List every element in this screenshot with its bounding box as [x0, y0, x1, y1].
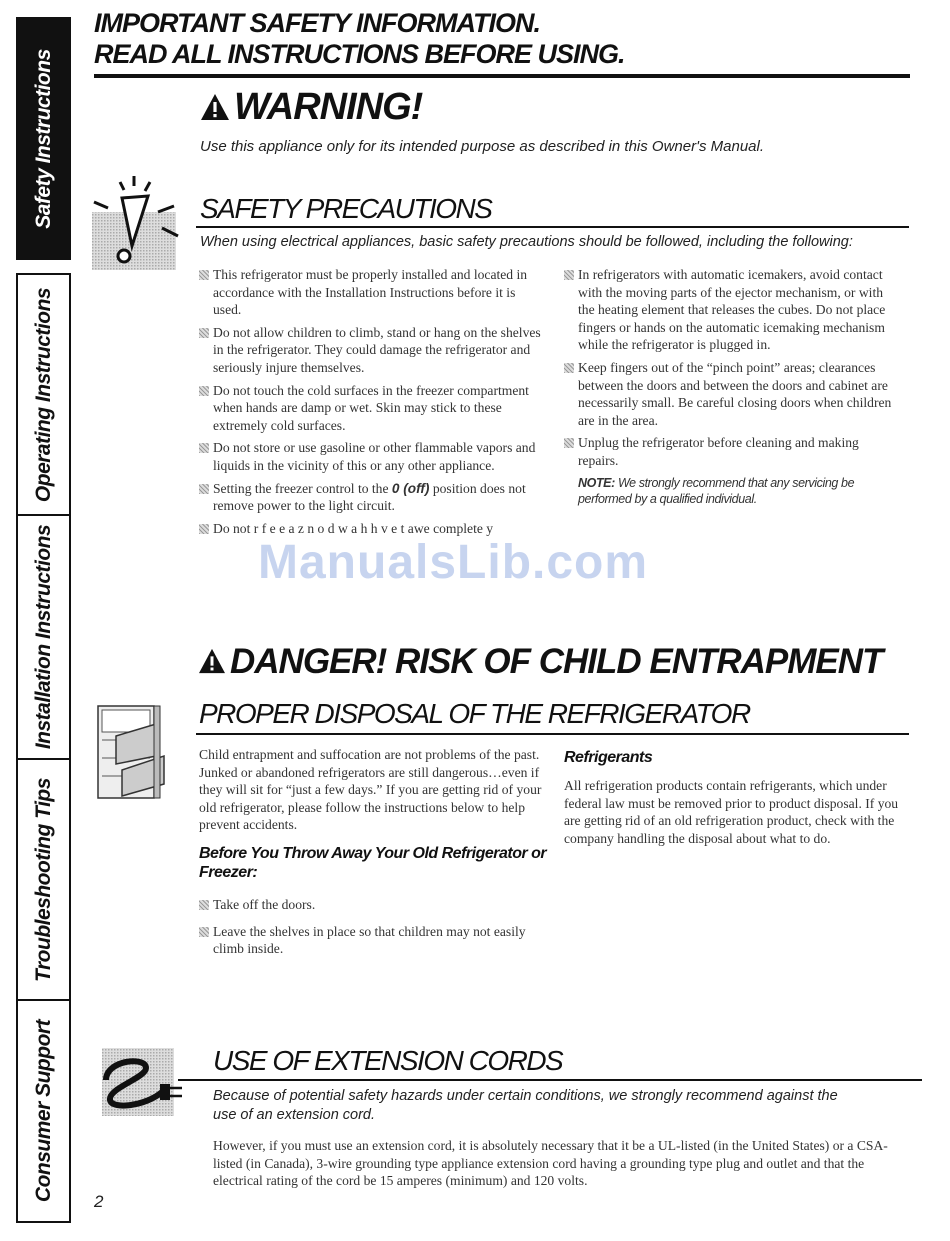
bullet-icon: [199, 270, 209, 280]
warning-subtitle: Use this appliance only for its intended purpose as described in this Owner's Manual.: [200, 138, 765, 155]
danger-title-text: DANGER! RISK OF CHILD ENTRAPMENT: [230, 642, 883, 681]
note-text: We strongly recommend that any servicing be performed by a qualified individual.: [578, 475, 855, 506]
disposal-left-column: [199, 746, 547, 963]
bullet-icon: [564, 270, 574, 280]
page-header: [94, 8, 625, 70]
warning-triangle-icon: [198, 648, 226, 674]
tab-troubleshooting-tips[interactable]: [16, 758, 71, 1001]
bullet-icon: [564, 438, 574, 448]
extension-cord-icon: [96, 1046, 188, 1118]
warning-title-text: WARNING!: [234, 86, 423, 128]
list-item: Do not touch the cold surfaces in the freezer compartment when hands are damp or wet. Skin may stick to these extremely cold surfaces.: [199, 382, 544, 435]
tab-consumer-support[interactable]: [16, 999, 71, 1223]
warning-triangle-icon: [200, 93, 230, 121]
header-rule: [94, 74, 910, 78]
bullet-icon: [199, 900, 209, 910]
list-item: This refrigerator must be properly installed and located in accordance with the Installation Instructions before it is used.: [199, 266, 544, 319]
bullet-icon: [199, 927, 209, 937]
safety-rule: [196, 226, 909, 228]
bullet-icon: [564, 363, 574, 373]
extension-subtitle: Because of potential safety hazards under certain conditions, we strongly recommend against the use of an extension cord.: [213, 1088, 838, 1123]
tab-installation-instructions[interactable]: [16, 514, 71, 760]
safety-precautions-title: SAFETY PRECAUTIONS: [200, 193, 492, 224]
extension-cords-title: USE OF EXTENSION CORDS: [213, 1045, 563, 1076]
tab-label: Consumer Support: [31, 1019, 55, 1203]
alert-exclamation-icon: [86, 172, 184, 272]
tab-label: Safety Instructions: [31, 48, 55, 229]
bullet-icon: [199, 443, 209, 453]
list-item: In refrigerators with automatic icemakers, avoid contact with the moving parts of the ejector mechanism, or with the heating element that releases the cubes. Do not place fingers or hands on the automatic icemaking mechanism while the refrigerator is plugged in.: [564, 266, 902, 354]
refrigerants-column: [564, 748, 906, 852]
list-item: Keep fingers out of the “pinch point” areas; clearances between the doors and between the doors and cabinet are necessarily small. Be careful closing doors when children are in the area.: [564, 359, 902, 429]
list-item: Setting the freezer control to the 0 (off) position does not remove power to the light circuit.: [199, 480, 544, 515]
bullet-icon: [199, 484, 209, 494]
tab-label: Operating Instructions: [31, 287, 55, 502]
extension-rule: [178, 1079, 922, 1081]
tab-safety-instructions[interactable]: [16, 17, 71, 260]
safety-left-column: [199, 266, 544, 542]
list-item: Take off the doors.: [199, 896, 547, 914]
tab-label: Troubleshooting Tips: [31, 777, 55, 982]
safety-right-column: [564, 266, 902, 512]
disposal-title: PROPER DISPOSAL OF THE REFRIGERATOR: [199, 698, 750, 729]
list-item: Do not store or use gasoline or other flammable vapors and liquids in the vicinity of this or any other appliance.: [199, 439, 544, 474]
bullet-icon: [199, 524, 209, 534]
tab-operating-instructions[interactable]: [16, 273, 71, 516]
bullet-icon: [199, 386, 209, 396]
note-label: NOTE:: [578, 475, 615, 490]
refrigerants-text: All refrigeration products contain refrigerants, which under federal law must be removed prior to product disposal. If you are getting rid of an old refrigeration product, check with the company handling the disposal about what to do.: [564, 778, 899, 846]
refrigerator-icon: [92, 700, 194, 802]
danger-title: [198, 642, 882, 682]
page-number: 2: [94, 1192, 104, 1211]
list-item: Do not r f e e a z n o d w a h h v e t awe complete y: [199, 520, 544, 538]
list-item: Unplug the refrigerator before cleaning and making repairs.: [564, 434, 902, 469]
tab-label: Installation Instructions: [31, 524, 55, 750]
safety-subtitle: When using electrical appliances, basic safety precautions should be followed, including the following:: [200, 234, 853, 250]
disposal-rule: [196, 733, 909, 735]
disposal-intro: Child entrapment and suffocation are not problems of the past. Junked or abandoned refrigerators are still dangerous…even if they will sit for “just a few days.” If you are getting rid of your old refrigerator, please follow the instructions below to help prevent accidents.: [199, 747, 542, 833]
extension-body: However, if you must use an extension cord, it is absolutely necessary that it be a UL-listed (in the United States) or a CSA-listed (in Canada), 3-wire grounding type appliance extension cord having a grounding type plug and outlet and that the electrical rating of the cord be 15 amperes (minimum) and 120 volts.: [213, 1138, 888, 1189]
warning-title: [200, 86, 422, 129]
refrigerants-heading: Refrigerants: [564, 749, 653, 766]
list-item: Leave the shelves in place so that children may not easily climb inside.: [199, 923, 547, 958]
header-line-2: READ ALL INSTRUCTIONS BEFORE USING.: [94, 39, 625, 69]
off-position-label: 0 (off): [391, 480, 430, 496]
note: [564, 475, 902, 507]
bullet-icon: [199, 328, 209, 338]
watermark: ManualsLib.com: [258, 536, 649, 589]
header-line-1: IMPORTANT SAFETY INFORMATION.: [94, 8, 540, 38]
list-item: Do not allow children to climb, stand or hang on the shelves in the refrigerator. They could damage the refrigerator and seriously injure themselves.: [199, 324, 544, 377]
side-tabs: [16, 17, 73, 1223]
before-throw-away-heading: Before You Throw Away Your Old Refrigerator or Freezer:: [199, 844, 547, 881]
